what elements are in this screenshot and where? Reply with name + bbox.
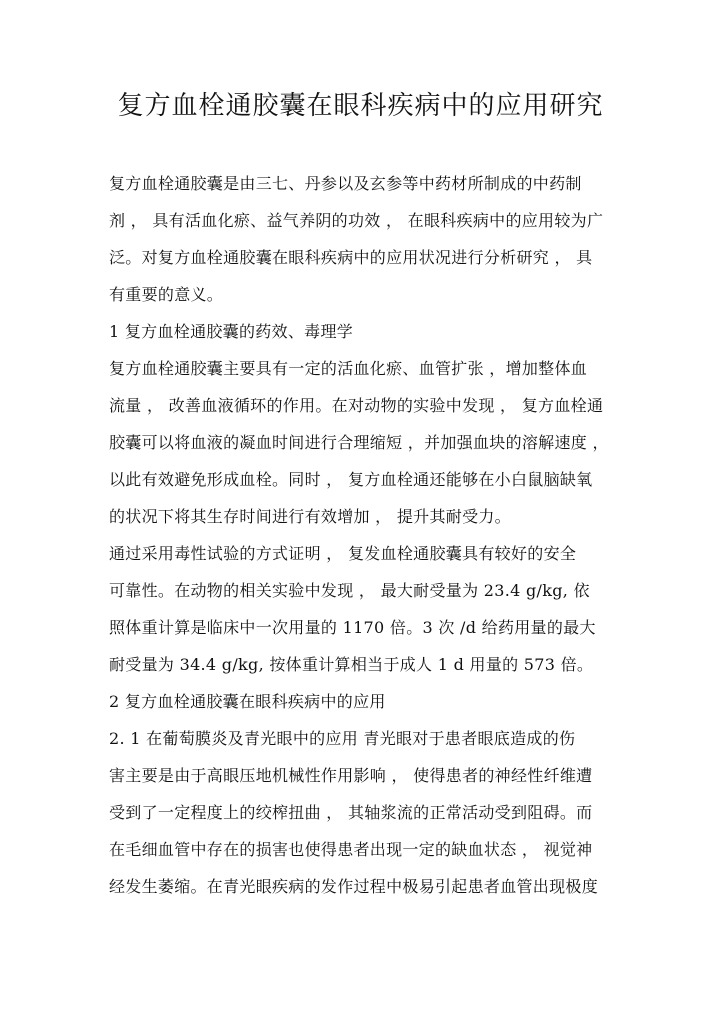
body-text-line: 害主要是由于高眼压地机械性作用影响 ， 使得患者的神经性纤维遭	[109, 766, 593, 785]
body-text-line: 1 复方血栓通胶囊的药效、毒理学	[109, 322, 354, 341]
body-text-line: 可靠性。在动物的相关实验中发现 ， 最大耐受量为 23.4 g/kg, 依	[109, 581, 590, 600]
body-text-line: 复方血栓通胶囊是由三七、丹参以及玄参等中药材所制成的中药制	[109, 174, 582, 193]
body-text-line: 在毛细血管中存在的损害也使得患者出现一定的缺血状态 ， 视觉神	[109, 840, 593, 859]
body-text-line: 受到了一定程度上的绞榨扭曲 ， 其轴浆流的正常活动受到阻碍。而	[109, 803, 593, 822]
body-text-line: 经发生萎缩。在青光眼疾病的发作过程中极易引起患者血管出现极度	[109, 877, 599, 896]
body-text-line: 的状况下将其生存时间进行有效增加 ， 提升其耐受力。	[109, 507, 511, 526]
document-title: 复方血栓通胶囊在眼科疾病中的应用研究	[117, 91, 604, 121]
body-text-line: 2 复方血栓通胶囊在眼科疾病中的应用	[109, 692, 386, 711]
body-text-line: 以此有效避免形成血栓。同时 ， 复方血栓通还能够在小白鼠脑缺氧	[109, 470, 593, 489]
body-text-line: 2. 1 在葡萄膜炎及青光眼中的应用 青光眼对于患者眼底造成的伤	[109, 729, 576, 748]
body-text-line: 剂 ， 具有活血化瘀、益气养阴的功效 ， 在眼科疾病中的应用较为广	[109, 211, 604, 230]
body-text-line: 复方血栓通胶囊主要具有一定的活血化瘀、血管扩张 ，增加整体血	[109, 359, 588, 378]
body-text-line: 有重要的意义。	[109, 285, 224, 304]
body-text-line: 泛。对复方血栓通胶囊在眼科疾病中的应用状况进行分析研究 ， 具	[109, 248, 593, 267]
body-text-line: 流量 ， 改善血液循环的作用。在对动物的实验中发现 ， 复方血栓通	[109, 396, 604, 415]
body-text-line: 耐受量为 34.4 g/kg, 按体重计算相当于成人 1 d 用量的 573 倍。	[109, 655, 594, 674]
body-text-line: 胶囊可以将血液的凝血时间进行合理缩短 ，并加强血块的溶解速度 ，	[109, 433, 609, 452]
body-text-line: 照体重计算是临床中一次用量的 1170 倍。3 次 /d 给药用量的最大	[109, 618, 596, 637]
body-text-line: 通过采用毒性试验的方式证明 ， 复发血栓通胶囊具有较好的安全	[109, 544, 577, 563]
